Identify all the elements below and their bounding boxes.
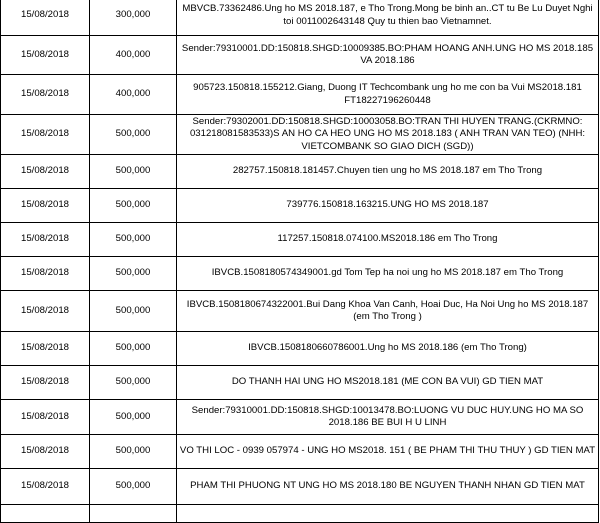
cell-date: 15/08/2018 xyxy=(1,435,90,469)
description-text: 905723.150818.155212.Giang, Duong IT Techcombank ung ho me con ba Vui MS2018.181 FT18227196260448 xyxy=(193,82,582,106)
description-text: Sender:79302001.DD:150818.SHGD:10003058.BO:TRAN THI HUYEN TRANG.(CKRMNO: 031218081583533)S AN HO CA HEO UNG HO MS 2018.183 ( ANH TRAN VAN TEO) (NHH: VIETCOMBANK SO GIAO DICH (SGD)) xyxy=(189,115,586,152)
cell-amount: 500,000 xyxy=(90,469,177,505)
table-row xyxy=(1,291,599,332)
cell-description xyxy=(177,291,599,332)
cell-description xyxy=(177,505,599,523)
cell-amount: 500,000 xyxy=(90,366,177,400)
cell-amount: 500,000 xyxy=(90,223,177,257)
cell-date: 15/08/2018 xyxy=(1,155,90,189)
cell-date: 15/08/2018 xyxy=(1,366,90,400)
table-row xyxy=(1,366,599,400)
table-row xyxy=(1,115,599,155)
table-row xyxy=(1,469,599,505)
cell-amount: 400,000 xyxy=(90,36,177,75)
cell-amount: 500,000 xyxy=(90,115,177,155)
table-row xyxy=(1,400,599,435)
cell-description xyxy=(177,257,599,291)
cell-date: 15/08/2018 xyxy=(1,291,90,332)
cell-description xyxy=(177,115,599,155)
cell-description xyxy=(177,332,599,366)
cell-date: 15/08/2018 xyxy=(1,332,90,366)
cell-date xyxy=(1,505,90,523)
table-row xyxy=(1,505,599,523)
cell-description xyxy=(177,223,599,257)
cell-date: 15/08/2018 xyxy=(1,36,90,75)
description-text: IBVCB.1508180660786001.Ung ho MS 2018.186 (em Tho Trong) xyxy=(248,342,527,354)
table-row xyxy=(1,75,599,115)
description-text: 117257.150818.074100.MS2018.186 em Tho Trong xyxy=(277,233,498,245)
cell-date: 15/08/2018 xyxy=(1,189,90,223)
table-row xyxy=(1,435,599,469)
description-text: PHAM THI PHUONG NT UNG HO MS 2018.180 BE NGUYEN THANH NHAN GD TIEN MAT xyxy=(190,480,585,492)
cell-description xyxy=(177,469,599,505)
cell-date: 15/08/2018 xyxy=(1,469,90,505)
description-text: 739776.150818.163215.UNG HO MS 2018.187 xyxy=(286,199,489,211)
description-text: IBVCB.1508180674322001.Bui Dang Khoa Van Canh, Hoai Duc, Ha Noi Ung ho MS 2018.187 (em Tho Trong ) xyxy=(186,298,589,322)
cell-description xyxy=(177,155,599,189)
description-text: VO THI LOC - 0939 057974 - UNG HO MS2018. 151 ( BE PHAM THI THU THUY ) GD TIEN MAT xyxy=(179,445,596,457)
cell-date: 15/08/2018 xyxy=(1,0,90,36)
table-row xyxy=(1,257,599,291)
donations-table-body xyxy=(1,0,599,523)
cell-amount: 500,000 xyxy=(90,435,177,469)
cell-date: 15/08/2018 xyxy=(1,115,90,155)
cell-description xyxy=(177,189,599,223)
cell-amount xyxy=(90,505,177,523)
cell-description xyxy=(177,0,599,36)
description-text: MBVCB.73362486.Ung ho MS 2018.187, e Tho Trong.Mong be binh an..CT tu Be Lu Duyet Nghi toi 0011002643148 Quy tu thien bao Vietnamnet. xyxy=(182,3,593,27)
description-text: 282757.150818.181457.Chuyen tien ung ho MS 2018.187 em Tho Trong xyxy=(232,165,543,177)
cell-amount: 500,000 xyxy=(90,189,177,223)
cell-description xyxy=(177,75,599,115)
cell-date: 15/08/2018 xyxy=(1,75,90,115)
cell-description xyxy=(177,36,599,75)
table-row xyxy=(1,0,599,36)
cell-amount: 500,000 xyxy=(90,155,177,189)
table-row xyxy=(1,36,599,75)
cell-amount: 400,000 xyxy=(90,75,177,115)
cell-date: 15/08/2018 xyxy=(1,257,90,291)
cell-amount: 500,000 xyxy=(90,332,177,366)
cell-date: 15/08/2018 xyxy=(1,400,90,435)
description-text: IBVCB.1508180574349001.gd Tom Tep ha noi ung ho MS 2018.187 em Tho Trong xyxy=(211,267,564,279)
cell-date: 15/08/2018 xyxy=(1,223,90,257)
cell-amount: 300,000 xyxy=(90,0,177,36)
table-row xyxy=(1,332,599,366)
description-text: DO THANH HAI UNG HO MS2018.181 (ME CON BA VUI) GD TIEN MAT xyxy=(231,376,544,388)
description-text: Sender:79310001.DD:150818.SHGD:10013478.BO:LUONG VU DUC HUY.UNG HO MA SO 2018.186 BE BUI H U LINH xyxy=(191,404,584,428)
table-row xyxy=(1,155,599,189)
cell-amount: 500,000 xyxy=(90,257,177,291)
cell-description xyxy=(177,435,599,469)
cell-description xyxy=(177,366,599,400)
table-row xyxy=(1,189,599,223)
table-row xyxy=(1,223,599,257)
cell-amount: 500,000 xyxy=(90,400,177,435)
description-text: Sender:79310001.DD:150818.SHGD:10009385.BO:PHAM HOANG ANH.UNG HO MS 2018.185 VA 2018.186 xyxy=(181,42,594,66)
cell-description xyxy=(177,400,599,435)
cell-amount: 500,000 xyxy=(90,291,177,332)
